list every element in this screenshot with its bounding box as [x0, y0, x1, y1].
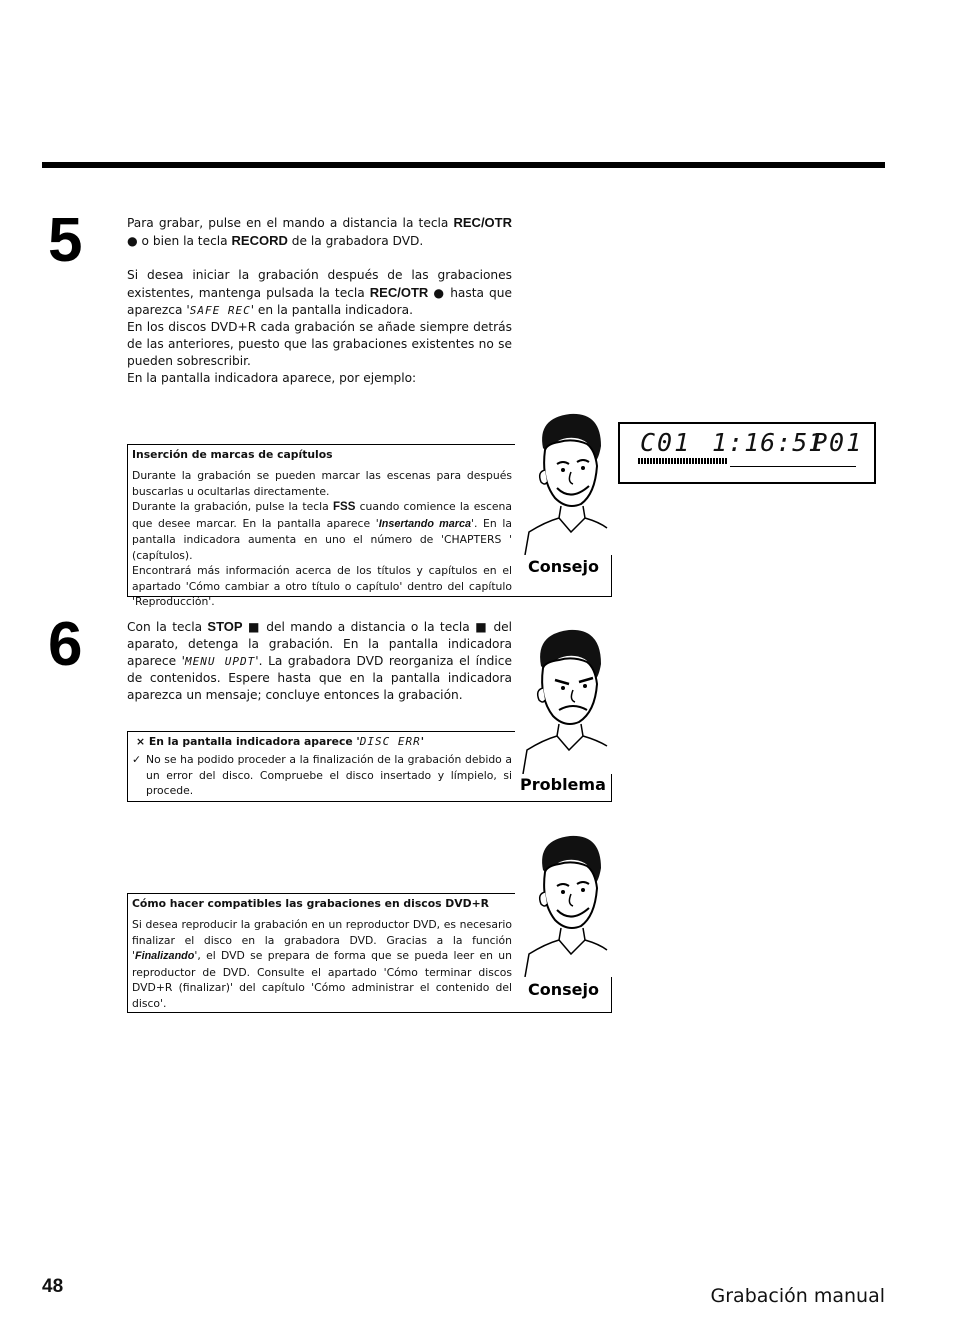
step5-paragraph-3: En los discos DVD+R cada grabación se añade siempre detrás de las anteriores, puesto que las grabaciones existentes no se pueden sobrescribir.	[127, 320, 512, 368]
cross-icon: ×	[136, 735, 146, 748]
page-number: 48	[42, 1276, 64, 1297]
problem-solution: No se ha podido proceder a la finalización de la grabación debido a un error del disco. Compruebe el disco insertado y límpielo, si procede.	[146, 753, 512, 797]
step5-paragraph-2: Si desea iniciar la grabación después de las grabaciones existentes, mantenga pulsada la tecla REC/OTR ● hasta que aparezca 'SAFE REC' en la pantalla indicadora.	[127, 268, 512, 317]
step5-paragraph-1: Para grabar, pulse en el mando a distancia la tecla REC/OTR ● o bien la tecla RECORD de la grabadora DVD.	[127, 215, 512, 248]
problem-character-illustration	[515, 626, 613, 774]
tip2-title: Cómo hacer compatibles las grabaciones en discos DVD+R	[132, 897, 489, 910]
display-underline	[730, 466, 856, 467]
tip1-label: Consejo	[528, 557, 599, 576]
tip2-label: Consejo	[528, 980, 599, 999]
tip-character-illustration	[515, 410, 613, 555]
step5-text	[127, 214, 512, 387]
step-number-6: 6	[48, 610, 83, 679]
step6-text: Con la tecla STOP ■ del mando a distancia o la tecla ■ del aparato, detenga la grabación. En la pantalla indicadora aparece 'MENU UPDT'. La grabadora DVD reorganiza el índice de contenidos. Espere hasta que en la pantalla indicadora aparezca un mensaje; concluye entonces la grabación.	[127, 619, 513, 702]
display-level-bar	[638, 458, 728, 464]
tip2-body: Si desea reproducir la grabación en un reproductor DVD, es necesario finalizar el disco en la grabadora DVD. Gracias a la función 'Finalizando', el DVD se prepara de forma que se pueda leer en un reproductor de DVD. Consulte el apartado 'Cómo terminar discos DVD+R (finalizar)' del capítulo 'Cómo administrar el contenido del disco'.	[132, 918, 512, 1010]
check-icon: ✓	[132, 753, 142, 766]
section-title: Grabación manual	[710, 1285, 885, 1307]
display-time: 1:16:51	[712, 428, 825, 457]
problem-title: × En la pantalla indicadora aparece 'DISC ERR'	[136, 735, 425, 748]
display-example-panel	[618, 422, 876, 484]
top-rule	[42, 162, 885, 168]
step5-paragraph-4: En la pantalla indicadora aparece, por ejemplo:	[127, 371, 417, 385]
problem-label: Problema	[520, 775, 606, 794]
tip1-title: Inserción de marcas de capítulos	[132, 448, 333, 461]
tip1-body: Durante la grabación se pueden marcar las escenas para después buscarlas u ocultarlas directamente. Durante la grabación, pulse la tecla FSS cuando comience la escena que desee marcar. En la pantalla aparece 'Insertando marca'. En la pantalla indicadora aumenta en uno el número de 'CHAPTERS ' (capítulos). Encontrará más información acerca de los títulos y capítulos en el apartado 'Cómo cambiar a otro título o capítulo' dentro del capítulo 'Reproducción'.	[132, 469, 513, 608]
step-number-5: 5	[48, 206, 83, 275]
tip-character-illustration-2	[515, 832, 613, 977]
display-program: P01	[812, 428, 864, 457]
display-chapter: C01	[640, 428, 692, 457]
